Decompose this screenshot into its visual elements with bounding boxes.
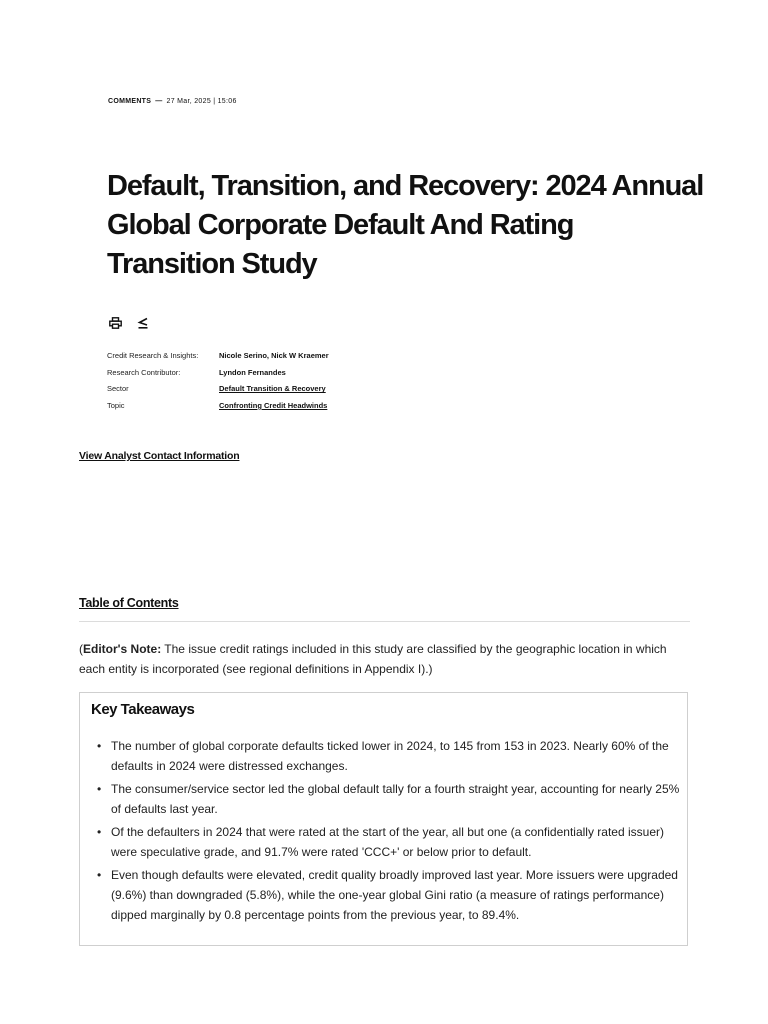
list-item-text: The number of global corporate defaults ticked lower in 2024, to 145 from 153 in 2023. Nearly 60% of the defaults in 2024 were distressed exchanges. — [111, 739, 669, 773]
article-tools — [108, 316, 150, 330]
meta-dash: — — [155, 98, 163, 105]
list-item — [92, 779, 680, 819]
key-takeaways-box — [79, 692, 688, 946]
credit-row-topic — [107, 397, 329, 414]
view-analyst-contact-link[interactable]: View Analyst Contact Information — [79, 450, 240, 462]
editors-note-label: Editor's Note: — [83, 642, 162, 656]
topic-link[interactable]: Confronting Credit Headwinds — [219, 400, 328, 410]
article-meta — [108, 98, 237, 105]
sector-link[interactable]: Default Transition & Recovery — [219, 384, 326, 394]
editors-note — [79, 639, 689, 679]
list-item — [92, 736, 680, 776]
share-icon[interactable] — [136, 316, 150, 330]
bullet: • — [97, 739, 102, 753]
list-item-text: Of the defaulters in 2024 that were rated at the start of the year, all but one (a confidentially rated issuer) were speculative grade, and 91.7% were rated 'CCC+' or below prior to default. — [111, 825, 664, 859]
credit-row-sector — [107, 380, 329, 397]
article-datetime: 27 Mar, 2025 | 15:06 — [166, 98, 237, 105]
credit-label: Sector — [107, 384, 129, 394]
editors-note-text: The issue credit ratings included in this study are classified by the geographic location in which each entity is incorporated (see regional definitions in Appendix I).) — [79, 642, 667, 676]
editors-note-open-paren: ( — [79, 642, 83, 656]
table-of-contents-link[interactable]: Table of Contents — [79, 596, 179, 610]
article-category: COMMENTS — [108, 98, 152, 105]
bullet: • — [97, 825, 102, 839]
credit-row-research — [107, 347, 329, 364]
bullet: • — [97, 782, 102, 796]
credit-label: Topic — [107, 400, 125, 410]
key-takeaways-title: Key Takeaways — [91, 701, 195, 718]
credit-label: Research Contributor: — [107, 367, 181, 377]
credits-table — [107, 347, 329, 414]
print-icon[interactable] — [108, 316, 122, 330]
list-item-text: The consumer/service sector led the global default tally for a fourth straight year, accounting for nearly 25% of defaults last year. — [111, 782, 680, 816]
list-item — [92, 865, 680, 925]
credit-value-contributor: Lyndon Fernandes — [219, 367, 286, 377]
credit-label: Credit Research & Insights: — [107, 350, 199, 360]
credit-row-contributor — [107, 364, 329, 381]
divider — [79, 621, 690, 622]
list-item-text: Even though defaults were elevated, credit quality broadly improved last year. More issuers were upgraded (9.6%) than downgraded (5.8%), while the one-year global Gini ratio (a measure of ratings performance) dipped marginally by 0.8 percentage points from the previous year, to 89.4%. — [111, 868, 678, 922]
credit-value-authors: Nicole Serino, Nick W Kraemer — [219, 350, 329, 360]
list-item — [92, 822, 680, 862]
bullet: • — [97, 868, 102, 882]
page-title: Default, Transition, and Recovery: 2024 Annual Global Corporate Default And Rating Transition Study — [107, 170, 704, 280]
key-takeaways-list — [92, 736, 680, 928]
